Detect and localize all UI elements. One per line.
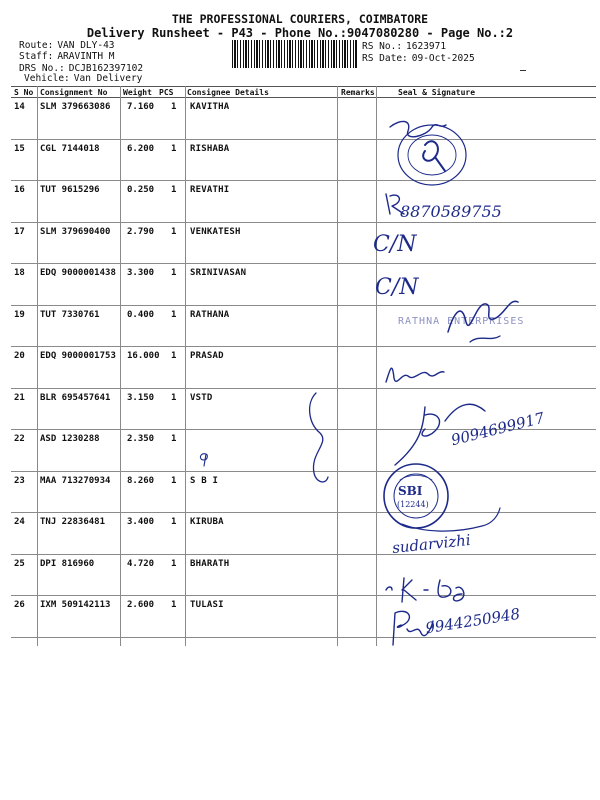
handwritten-phone-tulasi: 9944250948 bbox=[424, 604, 522, 638]
row-consignee: BHARATH bbox=[190, 558, 230, 569]
table-row bbox=[11, 139, 596, 181]
row-weight: 3.150 bbox=[127, 392, 155, 403]
row-sno: 16 bbox=[14, 185, 25, 195]
row-sno: 21 bbox=[14, 392, 25, 403]
row-weight: 6.200 bbox=[127, 143, 155, 154]
row-consignee: VENKATESH bbox=[190, 226, 241, 237]
table-row bbox=[11, 180, 596, 222]
row-consignment-no: DPI 816960 bbox=[40, 558, 95, 569]
stamp-sbi-code: (12244) bbox=[397, 500, 429, 509]
row-consignment-no: TNJ 22836481 bbox=[40, 517, 106, 527]
table-row bbox=[11, 346, 596, 388]
table-row bbox=[11, 554, 596, 596]
row-weight: 2.790 bbox=[127, 226, 155, 237]
col-header-sno: S No bbox=[14, 88, 34, 97]
company-title: THE PROFESSIONAL COURIERS, COIMBATORE bbox=[171, 12, 429, 26]
row-weight: 8.260 bbox=[127, 475, 155, 486]
row-pcs: 1 bbox=[171, 392, 177, 403]
table-row bbox=[11, 222, 596, 264]
runsheet-subtitle: Delivery Runsheet - P43 - Phone No.:9047080280 - Page No.:2 bbox=[86, 26, 514, 40]
row-consignee: VSTD bbox=[190, 392, 213, 403]
barcode bbox=[232, 40, 357, 68]
row-consignee: KAVITHA bbox=[190, 102, 230, 112]
row-consignee: REVATHI bbox=[190, 185, 230, 195]
col-header-pcs: PCS bbox=[159, 88, 174, 97]
row-consignment-no: BLR 695457641 bbox=[40, 392, 111, 403]
dash-mark bbox=[520, 70, 526, 71]
row-consignment-no: IXM 509142113 bbox=[40, 600, 111, 610]
row-consignee: SRINIVASAN bbox=[190, 268, 247, 278]
row-consignee: PRASAD bbox=[190, 351, 224, 361]
handwritten-phone-vstd: 9094699917 bbox=[449, 408, 547, 450]
row-sno: 14 bbox=[14, 102, 25, 112]
row-weight: 7.160 bbox=[127, 102, 155, 112]
row-weight: 2.600 bbox=[127, 600, 155, 610]
row-weight: 4.720 bbox=[127, 558, 155, 569]
handwritten-mark-venkatesh: C/N bbox=[373, 232, 417, 257]
row-sno: 19 bbox=[14, 309, 25, 320]
row-pcs: 1 bbox=[171, 268, 177, 278]
col-header-weight: Weight bbox=[123, 88, 152, 97]
row-weight: 0.250 bbox=[127, 185, 155, 195]
route-field: Route: VAN DLY-43 bbox=[19, 40, 115, 51]
rs-date-field: RS Date: 09-Oct-2025 bbox=[362, 53, 475, 64]
handwritten-name-kiruba: sudarvizhi bbox=[391, 530, 472, 558]
row-pcs: 1 bbox=[171, 558, 177, 569]
row-sno: 15 bbox=[14, 143, 25, 154]
row-consignment-no: ASD 1230288 bbox=[40, 434, 100, 444]
row-consignment-no: EDQ 9000001753 bbox=[40, 351, 116, 361]
row-pcs: 1 bbox=[171, 600, 177, 610]
row-sno: 17 bbox=[14, 226, 25, 237]
table-row bbox=[11, 97, 596, 139]
col-header-remarks: Remarks bbox=[341, 88, 375, 97]
row-pcs: 1 bbox=[171, 143, 177, 154]
row-consignee: TULASI bbox=[190, 600, 224, 610]
row-consignment-no: TUT 9615296 bbox=[40, 185, 100, 195]
row-sno: 26 bbox=[14, 600, 25, 610]
row-sno: 25 bbox=[14, 558, 25, 569]
row-consignment-no: TUT 7330761 bbox=[40, 309, 100, 320]
row-pcs: 1 bbox=[171, 475, 177, 486]
table-row bbox=[11, 471, 596, 513]
row-pcs: 1 bbox=[171, 309, 177, 320]
row-pcs: 1 bbox=[171, 102, 177, 112]
row-weight: 3.300 bbox=[127, 268, 155, 278]
row-consignee: RISHABA bbox=[190, 143, 230, 154]
row-weight: 3.400 bbox=[127, 517, 155, 527]
col-header-consignment: Consignment No bbox=[40, 88, 108, 97]
table-row bbox=[11, 263, 596, 305]
row-sno: 22 bbox=[14, 434, 25, 444]
staff-field: Staff: ARAVINTH M bbox=[19, 51, 115, 62]
row-divider bbox=[11, 637, 596, 638]
row-consignment-no: SLM 379663086 bbox=[40, 102, 111, 112]
row-consignment-no: CGL 7144018 bbox=[40, 143, 100, 154]
stamp-sbi-logo: SBI bbox=[398, 484, 423, 498]
row-pcs: 1 bbox=[171, 226, 177, 237]
row-weight: 0.400 bbox=[127, 309, 155, 320]
row-consignee: RATHANA bbox=[190, 309, 230, 320]
row-sno: 20 bbox=[14, 351, 25, 361]
row-consignee: KIRUBA bbox=[190, 517, 224, 527]
handwritten-mark-srinivasan: C/N bbox=[375, 275, 419, 300]
rs-number-field: RS No.: 1623971 bbox=[362, 41, 447, 52]
row-consignee: S B I bbox=[190, 475, 219, 486]
row-pcs: 1 bbox=[171, 434, 177, 444]
row-consignment-no: EDQ 9000001438 bbox=[40, 268, 116, 278]
stamp-rathana: RATHNA ENTERPRISES bbox=[398, 316, 525, 327]
col-header-consignee: Consignee Details bbox=[187, 88, 269, 97]
row-sno: 18 bbox=[14, 268, 25, 278]
row-weight: 16.000 bbox=[127, 351, 160, 361]
row-consignment-no: SLM 379690400 bbox=[40, 226, 111, 237]
row-pcs: 1 bbox=[171, 185, 177, 195]
header-rule-top bbox=[11, 86, 596, 87]
vehicle-field: Vehicle: Van Delivery bbox=[24, 73, 143, 84]
row-consignment-no: MAA 713270934 bbox=[40, 475, 111, 486]
runsheet-table bbox=[11, 86, 596, 646]
handwritten-phone-revathi: 8870589755 bbox=[400, 202, 502, 221]
drs-field: DRS No.: DCJB162397102 bbox=[19, 63, 144, 74]
row-weight: 2.350 bbox=[127, 434, 155, 444]
row-sno: 23 bbox=[14, 475, 25, 486]
table-row bbox=[11, 512, 596, 554]
row-pcs: 1 bbox=[171, 517, 177, 527]
row-pcs: 1 bbox=[171, 351, 177, 361]
col-header-seal: Seal & Signature bbox=[398, 88, 476, 97]
row-sno: 24 bbox=[14, 517, 25, 527]
